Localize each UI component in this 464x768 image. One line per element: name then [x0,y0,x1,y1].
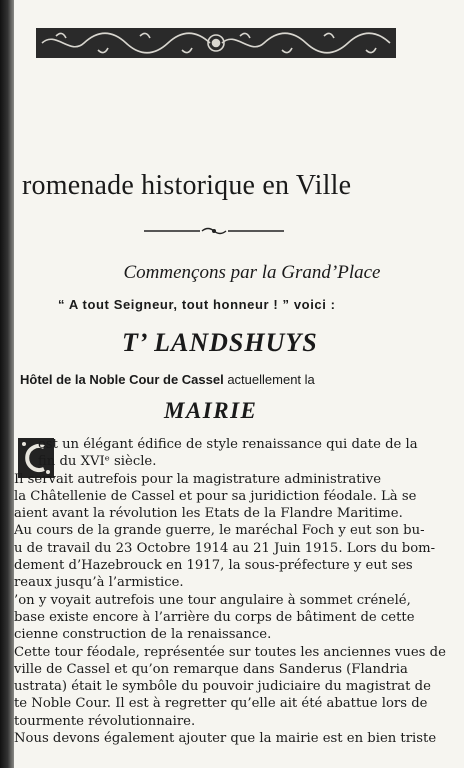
divider-ornament-icon [144,226,284,236]
body-line: la Châtellenie de Cassel et pour sa juridiction féodale. Là se [14,488,417,504]
page-title: romenade historique en Ville [22,170,352,201]
mairie-heading: MAIRIE [164,398,258,423]
subline-bold: Hôtel de la Noble Cour de Cassel [20,372,224,387]
body-line: ’on y voyait autrefois une tour angulaire à sommet crénelé, [14,592,411,608]
body-line: Cette tour féodale, représentée sur toutes les anciennes vues de [14,644,446,660]
landshuys-heading: T’ LANDSHUYS [122,328,318,357]
body-line: ville de Cassel et qu’on remarque dans Sanderus (Flandria [14,661,408,677]
subline [20,372,460,387]
body-line: aient avant la révolution les Etats de la Flandre Maritime. [14,506,403,522]
body-line: Il servait autrefois pour la magistrature administrative [14,471,382,487]
body-line: fin du XVIᵉ siècle. [38,454,157,470]
body-line: Au cours de la grande guerre, le maréchal Foch y eut son bu- [14,523,425,539]
quote-line: “ A tout Seigneur, tout honneur ! ” voici : [58,297,336,312]
document-page [14,0,464,768]
ornament-banner-icon [36,26,396,60]
body-line: tourmente révolutionnaire. [14,713,196,729]
body-line: ustrata) était le symbôle du pouvoir judiciaire du magistrat de [14,679,431,695]
body-text [14,436,464,747]
body-line: te Noble Cour. Il est à regretter qu’elle ait été abattue lors de [14,696,428,712]
section-subtitle: Commençons par la Grand’Place [123,262,381,283]
page-gutter-shadow [0,0,14,768]
body-line: base existe encore à l’arrière du corps de bâtiment de cette [14,609,415,625]
body-line: dement d’Hazebrouck en 1917, la sous-préfecture y eut ses [14,558,413,574]
body-line: est un élégant édifice de style renaissance qui date de la [38,437,418,452]
body-line: cienne construction de la renaissance. [14,627,272,643]
body-line: u de travail du 23 Octobre 1914 au 21 Juin 1915. Lors du bom- [14,540,436,556]
subline-rest: actuellement la [223,372,315,387]
body-line: reaux jusqu’à l’armistice. [14,575,184,591]
body-line: Nous devons également ajouter que la mairie est en bien triste [14,731,437,747]
